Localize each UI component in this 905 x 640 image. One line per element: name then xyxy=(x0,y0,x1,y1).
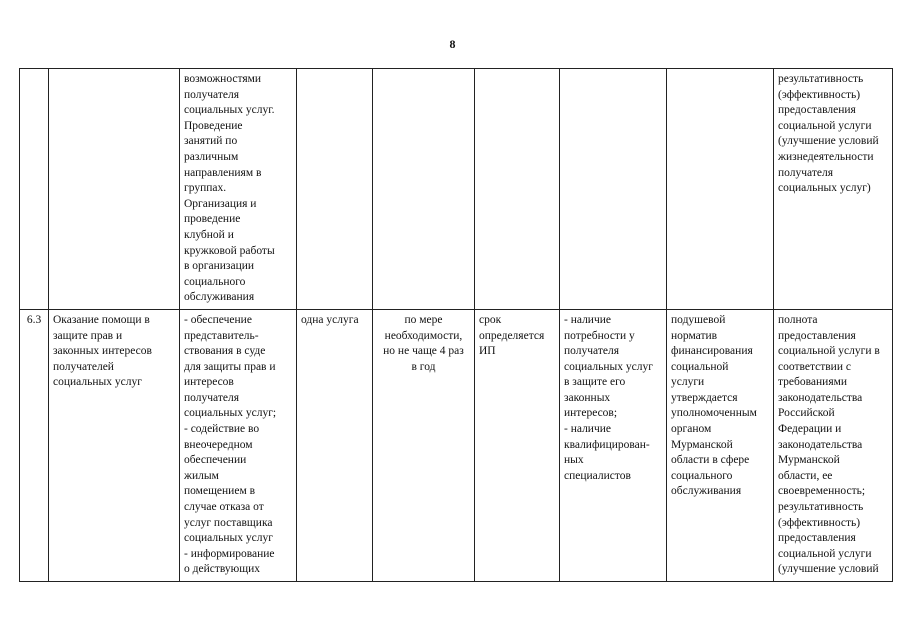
page-number: 8 xyxy=(449,37,456,51)
service-norm-cell: подушевой норматив финансирования социальной услуги утверждается уполномоченным органом Мурманской области в сфере социального обслуживания xyxy=(667,309,774,581)
service-quality-cell: результативность (эффективность) предоставления социальной услуги (улучшение условий жизнедеятельности получателя социальных услуг) xyxy=(774,69,893,310)
service-conditions-cell: - наличие потребности у получателя социальных услуг в защите его законных интересов; - наличие квалифицирован- ных специалистов xyxy=(560,309,667,581)
service-volume-cell xyxy=(297,69,373,310)
service-name-cell: Оказание помощи в защите прав и законных интересов получателей социальных услуг xyxy=(49,309,180,581)
service-frequency-cell: по мере необходимости, но не чаще 4 раз в год xyxy=(373,309,475,581)
service-content-cell: возможностями получателя социальных услуг. Проведение занятий по различным направлениям в группах. Организация и проведение клубной и кружковой работы в организации социального обслуживания xyxy=(180,69,297,310)
service-frequency-cell xyxy=(373,69,475,310)
table-row xyxy=(20,309,893,581)
services-table xyxy=(19,68,893,582)
service-conditions-cell xyxy=(560,69,667,310)
service-number-cell: 6.3 xyxy=(20,309,49,581)
service-content-cell: - обеспечение представитель- ствования в суде для защиты прав и интересов получателя социальных услуг; - содействие во внеочередном обеспечении жилым помещением в случае отказа от услуг поставщика социальных услуг - информирование о действующих xyxy=(180,309,297,581)
service-term-cell xyxy=(475,69,560,310)
service-name-cell xyxy=(49,69,180,310)
service-volume-cell: одна услуга xyxy=(297,309,373,581)
service-norm-cell xyxy=(667,69,774,310)
service-term-cell: срок определяется ИП xyxy=(475,309,560,581)
service-number-cell xyxy=(20,69,49,310)
service-quality-cell: полнота предоставления социальной услуги в соответствии с требованиями законодательства Российской Федерации и законодательства Мурманской области, ее своевременность; результативность (эффективность) предоставления социальной услуги (улучшение условий xyxy=(774,309,893,581)
table-row xyxy=(20,69,893,310)
